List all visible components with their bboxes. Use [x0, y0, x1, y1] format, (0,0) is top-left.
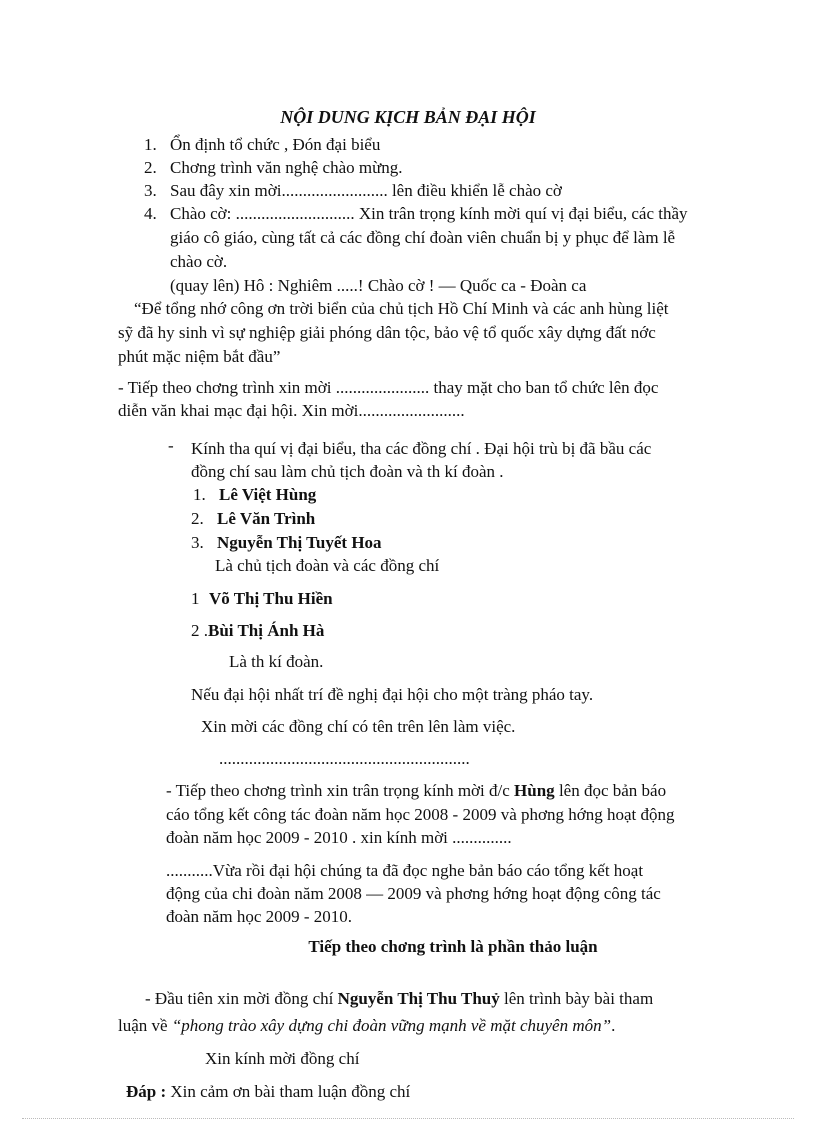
paragraph-line: Kính tha quí vị đại biểu, tha các đồng chí . Đại hội trù bị đã bầu các [191, 439, 652, 458]
presidium-role: Là chủ tịch đoàn và các đồng chí [215, 556, 440, 575]
paragraph-line: - Tiếp theo chơng trình xin mời ...................... thay mặt cho ban tổ chức lên đọc [118, 378, 659, 397]
quote-line: sỹ đã hy sinh vì sự nghiệp giải phóng dân tộc, bảo vệ tổ quốc xây dựng đất nớc [118, 323, 656, 342]
paragraph-line: ...........Vừa rồi đại hội chúng ta đã đọc nghe bản báo cáo tổng kết hoạt [166, 861, 644, 880]
report-line: - Tiếp theo chơng trình xin trân trọng kính mời đ/c Hùng lên đọc bản báo [166, 781, 667, 800]
list-item-continuation: chào cờ. [170, 252, 228, 271]
list-item: 3. Sau đây xin mời......................... lên điều khiển lễ chào cờ [144, 181, 562, 200]
paragraph-line: động của chi đoàn năm 2008 — 2009 và phơng hớng hoạt động công tác [166, 884, 661, 903]
secretary-item: 2 .Bùi Thị Ánh Hà [191, 621, 325, 640]
discussion-line: - Đầu tiên xin mời đồng chí Nguyễn Thị Thu Thuỷ lên trình bày bài tham [145, 989, 654, 1008]
report-line: đoàn năm học 2009 - 2010 . xin kính mời .............. [166, 828, 512, 847]
list-item: 4. Chào cờ: ............................ Xin trân trọng kính mời quí vị đại biểu, các thầy [144, 204, 688, 223]
discussion-line: luận về “phong trào xây dựng chi đoàn vững mạnh về mặt chuyên môn”. [118, 1016, 616, 1035]
paragraph-line: diễn văn khai mạc đại hội. Xin mời......................... [118, 401, 465, 420]
secretary-role: Là th kí đoàn. [229, 652, 324, 671]
presidium-item: 1. Lê Việt Hùng [193, 485, 317, 504]
list-item: 1. Ổn định tổ chức , Đón đại biểu [144, 135, 381, 154]
page-bottom-divider [22, 1118, 794, 1119]
list-item-continuation: giáo cô giáo, cùng tất cả các đồng chí đoàn viên chuẩn bị y phục để làm lễ [170, 228, 676, 247]
presidium-item: 3. Nguyễn Thị Tuyết Hoa [191, 533, 382, 552]
paragraph-line: đoàn năm học 2009 - 2010. [166, 907, 353, 926]
reply-line: Đáp : Xin cảm ơn bài tham luận đồng chí [126, 1082, 411, 1101]
secretary-item: 1 Võ Thị Thu Hiền [191, 589, 333, 608]
invite-line: Xin kính mời đồng chí [205, 1049, 360, 1068]
dotted-line: ........................................................... [219, 749, 470, 768]
paragraph-line: Nếu đại hội nhất trí đề nghị đại hội cho một tràng pháo tay. [191, 685, 594, 704]
paragraph-line: Xin mời các đồng chí có tên trên lên làm việc. [201, 717, 516, 736]
page-title: NỘI DUNG KỊCH BẢN ĐẠI HỘI [280, 107, 536, 127]
report-line: cáo tổng kết công tác đoàn năm học 2008 - 2009 và phơng hớng hoạt động [166, 805, 675, 824]
section-heading: Tiếp theo chơng trình là phần thảo luận [308, 937, 598, 956]
list-item-continuation: (quay lên) Hô : Nghiêm .....! Chào cờ ! — Quốc ca - Đoàn ca [170, 276, 587, 295]
list-item: 2. Chơng trình văn nghệ chào mừng. [144, 158, 403, 177]
quote-line: “Để tổng nhớ công ơn trời biển của chủ tịch Hồ Chí Minh và các anh hùng liệt [134, 299, 669, 318]
quote-line: phút mặc niệm bắt đầu” [118, 347, 281, 366]
dash-bullet: - [168, 436, 174, 455]
paragraph-line: đồng chí sau làm chủ tịch đoàn và th kí đoàn . [191, 462, 504, 481]
presidium-item: 2. Lê Văn Trình [191, 509, 316, 528]
